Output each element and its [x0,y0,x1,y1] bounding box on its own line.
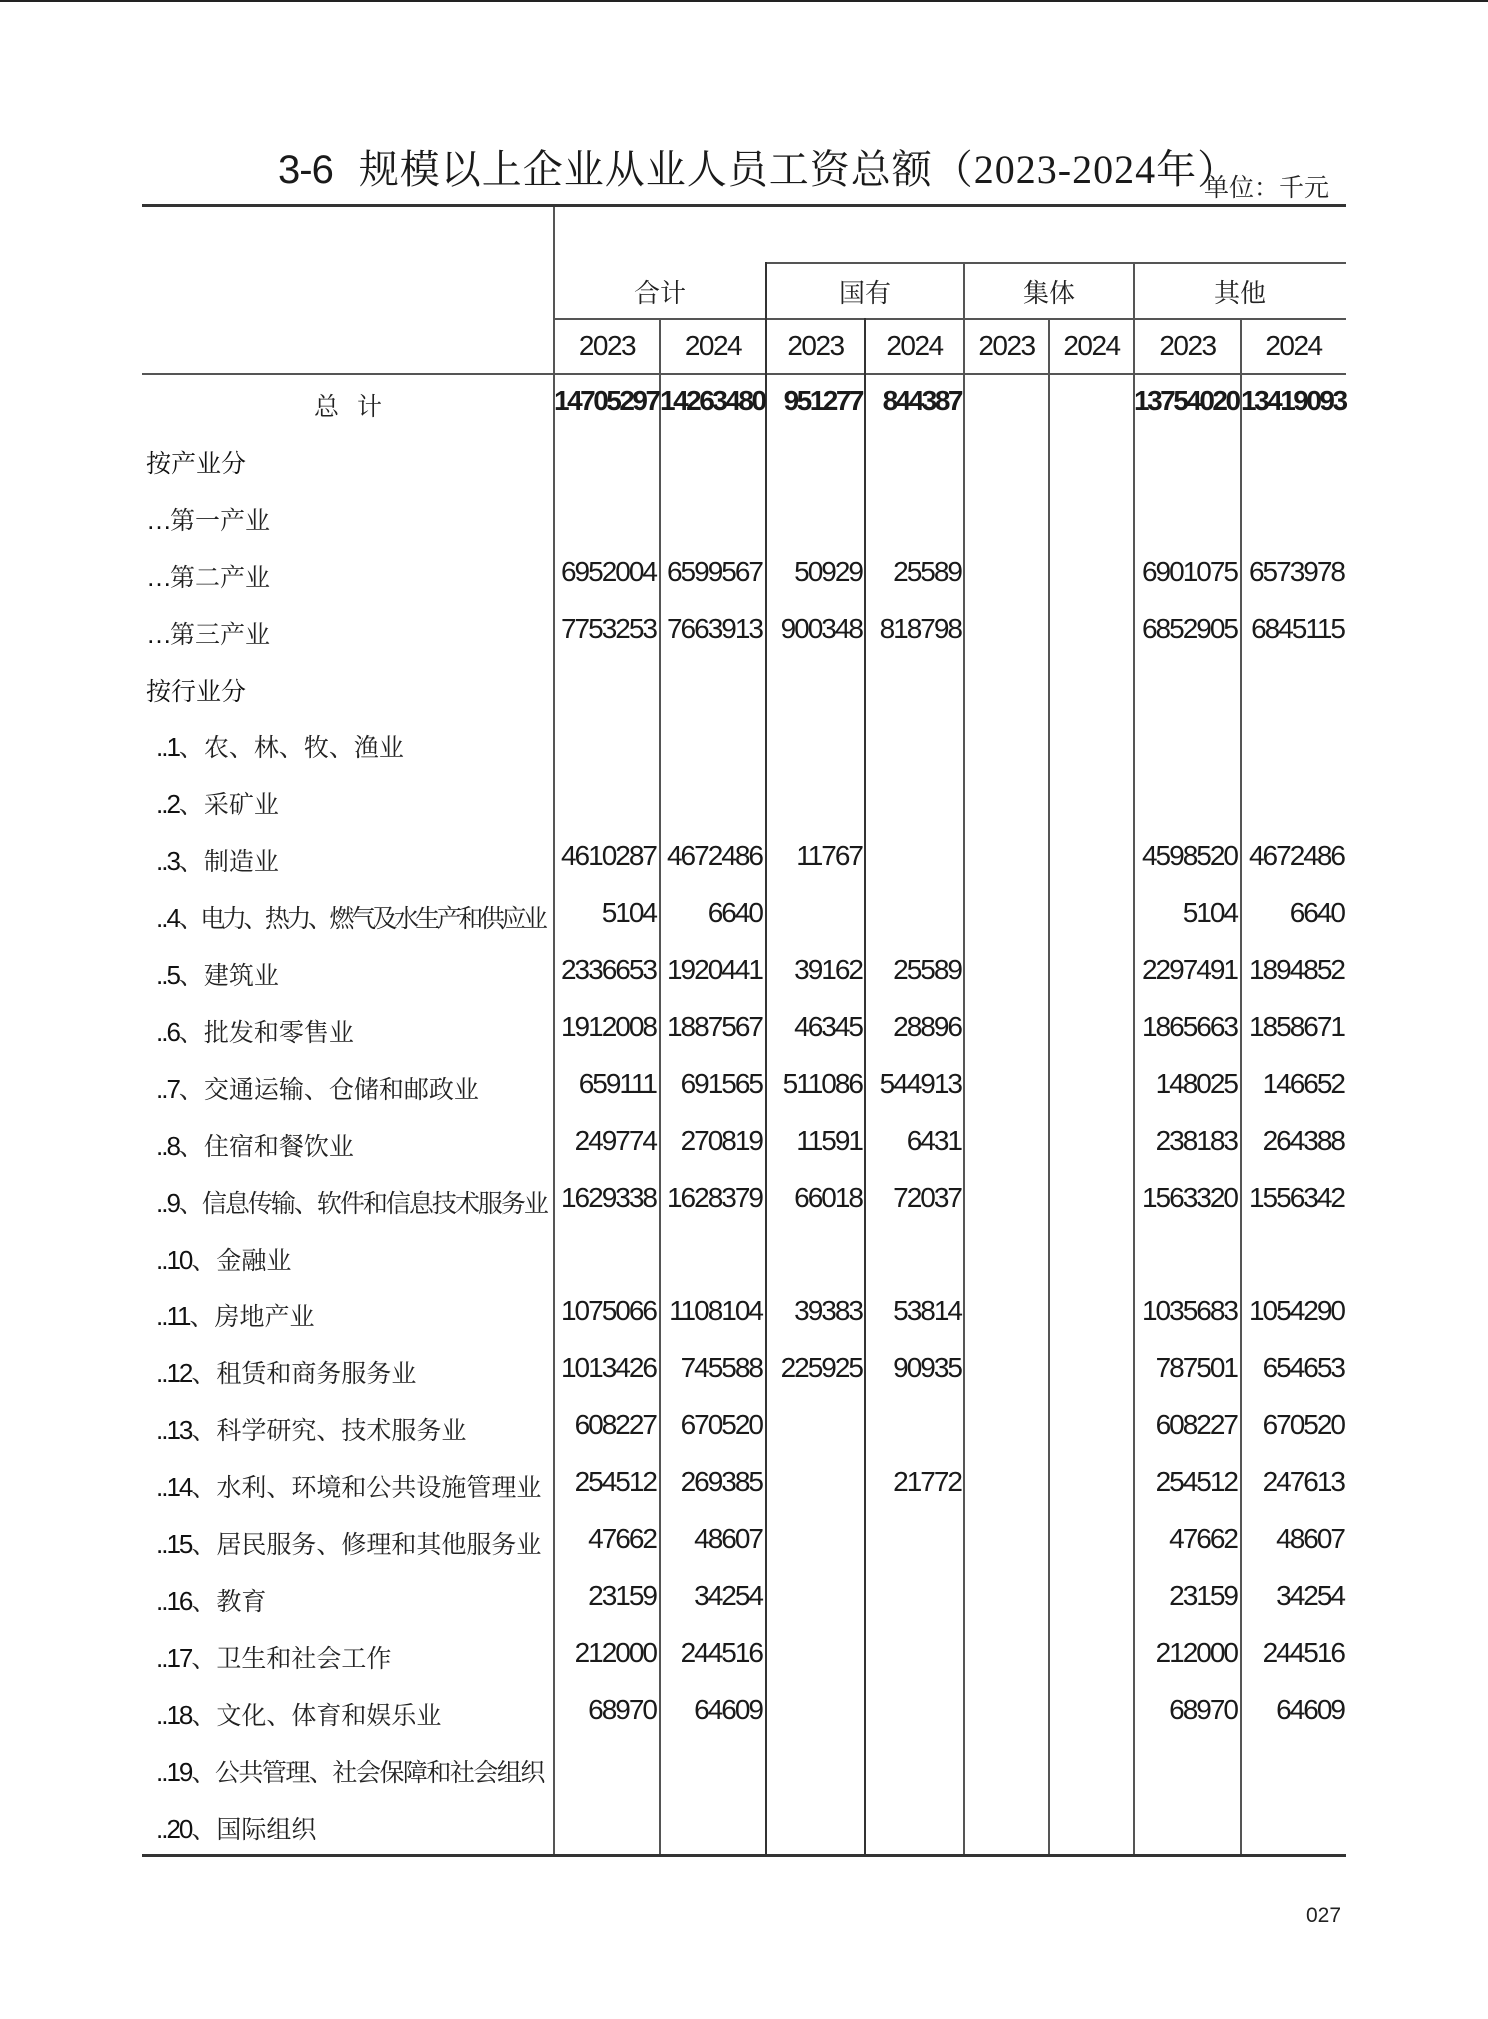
value-cell: 4598520 [1141,840,1237,872]
year-header: 2024 [1265,330,1322,361]
row-label-leader: ..7 [156,1073,179,1104]
row-label-text: 、电力、热力、燃气及水生产和供应业 [178,906,545,934]
table-row [142,1684,1346,1741]
value-cell: 691565 [680,1067,762,1099]
row-label [156,1525,541,1561]
table-section-row [142,660,1346,717]
value-cell: 13754020 [1134,385,1239,416]
table-number: 3-6 [278,148,333,192]
value-cell: 4672486 [1248,840,1344,872]
value-cell: 511086 [782,1067,862,1099]
value-cell: 50929 [794,555,862,587]
row-label [156,1639,391,1675]
value-cell: 53814 [893,1295,961,1327]
value-cell: 659111 [578,1067,656,1099]
row-label-text: 、教育 [191,1588,267,1616]
row-label [156,1127,354,1163]
row-label-text: 第三产业 [170,621,271,649]
value-cell: 48607 [1276,1523,1344,1554]
value-cell: 212000 [574,1636,656,1668]
table-row [142,773,1346,830]
row-label-leader: ..19 [156,1756,192,1787]
group-header-state-owned: 国有 [838,279,891,308]
row-label-leader: ..3 [156,846,179,877]
row-label-leader: ..4 [156,903,179,934]
table-row [142,1798,1346,1855]
row-label [146,672,246,708]
value-cell: 1865663 [1141,1010,1237,1042]
value-cell: 148025 [1155,1067,1237,1099]
row-label [146,558,270,594]
value-cell: 48607 [694,1523,762,1554]
year-header-top-line [554,318,1346,320]
row-label-text: 、水利、环境和公共设施管理业 [191,1475,542,1503]
row-label-text: 总计 [314,394,401,421]
row-label-text: 、卫生和社会工作 [191,1645,392,1673]
row-label-leader: ..8 [156,1130,179,1161]
value-cell: 6573978 [1248,555,1344,587]
value-cell: 787501 [1155,1352,1237,1384]
row-label [156,728,404,764]
value-cell: 4672486 [666,840,762,872]
row-label [156,1468,541,1504]
row-label [156,899,544,935]
table-top-rule [142,204,1346,207]
value-cell: 11591 [796,1124,862,1156]
row-label-leader: ..11 [156,1301,190,1332]
value-cell: 47662 [588,1523,656,1554]
row-label-text: 、租赁和商务服务业 [191,1361,417,1389]
row-label [146,444,246,480]
value-cell: 14705297 [554,385,659,416]
value-cell: 212000 [1155,1636,1237,1668]
row-label-text: 、交通运输、仓储和邮政业 [178,1076,479,1104]
value-cell: 14263480 [660,385,765,416]
value-cell: 247613 [1262,1466,1344,1498]
value-cell: 544913 [879,1067,961,1099]
row-label [156,842,279,878]
row-label-text: 按行业分 [146,678,247,706]
table-row [142,1627,1346,1684]
value-cell: 2297491 [1141,954,1237,985]
value-cell: 1858671 [1248,1010,1344,1042]
row-label-text: 、批发和零售业 [178,1019,354,1047]
value-cell: 6599567 [666,555,762,587]
value-cell: 25589 [893,555,961,587]
row-label [156,1753,544,1789]
value-cell: 254512 [574,1466,656,1498]
year-header: 2024 [684,330,742,361]
table-row [142,1058,1346,1115]
table-row [142,603,1346,660]
row-label-text: 、金融业 [191,1247,292,1275]
value-cell: 39383 [794,1295,862,1327]
value-cell: 6431 [906,1124,961,1156]
table-row-total [142,375,1346,432]
row-label-leader: ..13 [156,1415,192,1446]
row-label-text: 、信息传输、软件和信息技术服务业 [178,1190,547,1218]
unit-label: 单位：千元 [1204,175,1330,202]
value-cell: 818798 [879,612,961,644]
value-cell: 1075066 [560,1295,656,1327]
value-cell: 2336653 [560,954,656,985]
row-label-leader: ..16 [156,1585,192,1616]
value-cell: 745588 [680,1352,762,1384]
year-header: 2024 [1063,330,1120,361]
row-label-leader: ..20 [156,1813,192,1844]
row-label [146,615,270,651]
row-label-text: 、农、林、牧、渔业 [178,735,404,763]
year-header: 2023 [1159,330,1216,361]
row-label-leader: ..9 [156,1187,179,1218]
value-cell: 238183 [1155,1124,1237,1156]
table-row [142,1399,1346,1456]
table-section-row [142,432,1346,489]
row-label-leader: ..1 [156,732,179,763]
value-cell: 1629338 [560,1181,656,1213]
page-number: 027 [1306,1904,1342,1927]
table-row [142,1342,1346,1399]
table-row [142,887,1346,944]
row-label-text: 、制造业 [178,849,279,877]
row-label [156,1582,266,1618]
value-cell: 72037 [893,1181,961,1213]
value-cell: 900348 [780,612,862,644]
page-top-edge [0,0,1488,2]
value-cell: 23159 [1169,1579,1237,1611]
group-header-other: 其他 [1213,279,1266,308]
value-cell: 6845115 [1251,612,1344,644]
value-cell: 1035683 [1141,1295,1237,1327]
year-header: 2024 [886,330,943,361]
group-header-total: 合计 [633,279,686,308]
row-label [156,956,279,992]
value-cell: 270819 [680,1124,762,1156]
value-cell: 6901075 [1141,555,1237,587]
table-title [278,138,1238,195]
value-cell: 6640 [1289,897,1344,929]
value-cell: 6952004 [560,555,656,587]
value-cell: 1894852 [1248,954,1344,985]
row-label [156,1696,441,1732]
value-cell: 1556342 [1248,1181,1344,1213]
row-label-leader: … [146,561,170,592]
value-cell: 6640 [707,897,762,929]
row-label-text: 、住宿和餐饮业 [178,1133,354,1161]
row-label [156,1810,316,1846]
value-cell: 146652 [1262,1067,1344,1099]
value-cell: 13419093 [1241,385,1346,416]
value-cell: 951277 [783,385,862,416]
row-label-text: 、居民服务、修理和其他服务业 [191,1532,542,1559]
value-cell: 844387 [882,385,961,416]
value-cell: 1887567 [666,1010,762,1042]
table-title-text: 规模以上企业从业人员工资总额（2023-2024年） [358,147,1239,192]
row-label-text: 第一产业 [170,507,271,535]
row-label-text: 、公共管理、社会保障和社会组织 [191,1759,544,1787]
table-row [142,546,1346,603]
row-label-text: 、科学研究、技术服务业 [191,1418,467,1446]
table-row [142,1285,1346,1342]
value-cell: 244516 [1262,1636,1344,1668]
table-row [142,1115,1346,1172]
value-cell: 46345 [794,1010,862,1042]
value-cell: 11767 [796,840,862,872]
value-cell: 7663913 [666,612,762,644]
value-cell: 47662 [1169,1523,1237,1554]
value-cell: 608227 [1155,1409,1237,1441]
row-label-text: 按产业分 [146,450,247,478]
value-cell: 1912008 [560,1010,656,1042]
row-label [156,1184,547,1220]
table-row [142,489,1346,546]
value-cell: 1563320 [1141,1181,1237,1213]
year-header: 2023 [578,330,636,361]
row-label-text: 第二产业 [170,564,271,592]
value-cell: 1108104 [669,1295,762,1327]
row-label [156,1241,291,1277]
table-row [142,830,1346,887]
value-cell: 608227 [574,1409,656,1441]
value-cell: 4610287 [560,840,656,872]
row-label [156,1411,466,1447]
value-cell: 5104 [601,897,656,929]
table-row [142,1229,1346,1286]
group-header-collective: 集体 [1022,279,1075,308]
value-cell: 244516 [680,1636,762,1668]
value-cell: 269385 [680,1466,762,1498]
value-cell: 23159 [588,1579,656,1611]
row-label [146,501,270,537]
table-row [142,716,1346,773]
row-label-leader: ..14 [156,1472,192,1503]
table-row [142,1172,1346,1229]
year-header: 2023 [787,330,844,361]
value-cell: 654653 [1262,1352,1344,1384]
value-cell: 1628379 [666,1181,762,1213]
value-cell: 7753253 [560,612,656,644]
table-row [142,1570,1346,1627]
value-cell: 1054290 [1248,1295,1344,1327]
value-cell: 25589 [893,954,961,985]
row-label [156,1354,416,1390]
value-cell: 264388 [1262,1124,1344,1156]
row-label-leader: ..6 [156,1016,179,1047]
row-label-leader: ..2 [156,789,179,820]
value-cell: 254512 [1155,1466,1237,1498]
group-header-top-line [766,262,1346,264]
value-cell: 34254 [1276,1579,1344,1611]
value-cell: 225925 [780,1352,862,1384]
row-label-leader: ..15 [156,1529,192,1559]
table-row [142,944,1346,1001]
row-label-leader: … [146,618,170,649]
value-cell: 6852905 [1141,612,1237,644]
row-label-leader: ..5 [156,960,179,990]
value-cell: 21772 [893,1466,961,1498]
table-row [142,1456,1346,1513]
row-label [156,1070,479,1106]
value-cell: 670520 [1262,1409,1344,1441]
value-cell: 34254 [694,1579,762,1611]
value-cell: 5104 [1182,897,1237,929]
row-label-text: 、文化、体育和娱乐业 [191,1702,442,1730]
row-label-leader: ..12 [156,1358,192,1389]
value-cell: 64609 [1276,1693,1344,1725]
row-label [156,1297,314,1333]
row-label [156,785,279,821]
table-row [142,1741,1346,1798]
value-cell: 39162 [794,954,862,985]
value-cell: 1013426 [560,1352,656,1384]
row-label-text: 、建筑业 [178,963,279,990]
row-label-leader: ..18 [156,1699,192,1730]
row-label-text: 、国际组织 [191,1816,317,1844]
row-label-text: 、房地产业 [189,1304,315,1332]
row-label-leader: ..17 [156,1642,192,1673]
value-cell: 670520 [680,1409,762,1441]
row-label-text: 、采矿业 [178,792,279,820]
value-cell: 90935 [893,1352,961,1384]
table-row [142,1513,1346,1570]
table-row [142,1001,1346,1058]
value-cell: 64609 [694,1693,762,1725]
value-cell: 66018 [794,1181,862,1213]
value-cell: 1920441 [666,954,762,985]
row-label [156,1013,354,1049]
row-label [314,387,400,423]
row-label-leader: … [146,504,170,535]
value-cell: 249774 [574,1124,656,1156]
value-cell: 68970 [588,1693,656,1725]
year-header: 2023 [978,330,1035,361]
row-label-leader: ..10 [156,1244,192,1275]
value-cell: 28896 [893,1010,961,1042]
value-cell: 68970 [1169,1693,1237,1725]
